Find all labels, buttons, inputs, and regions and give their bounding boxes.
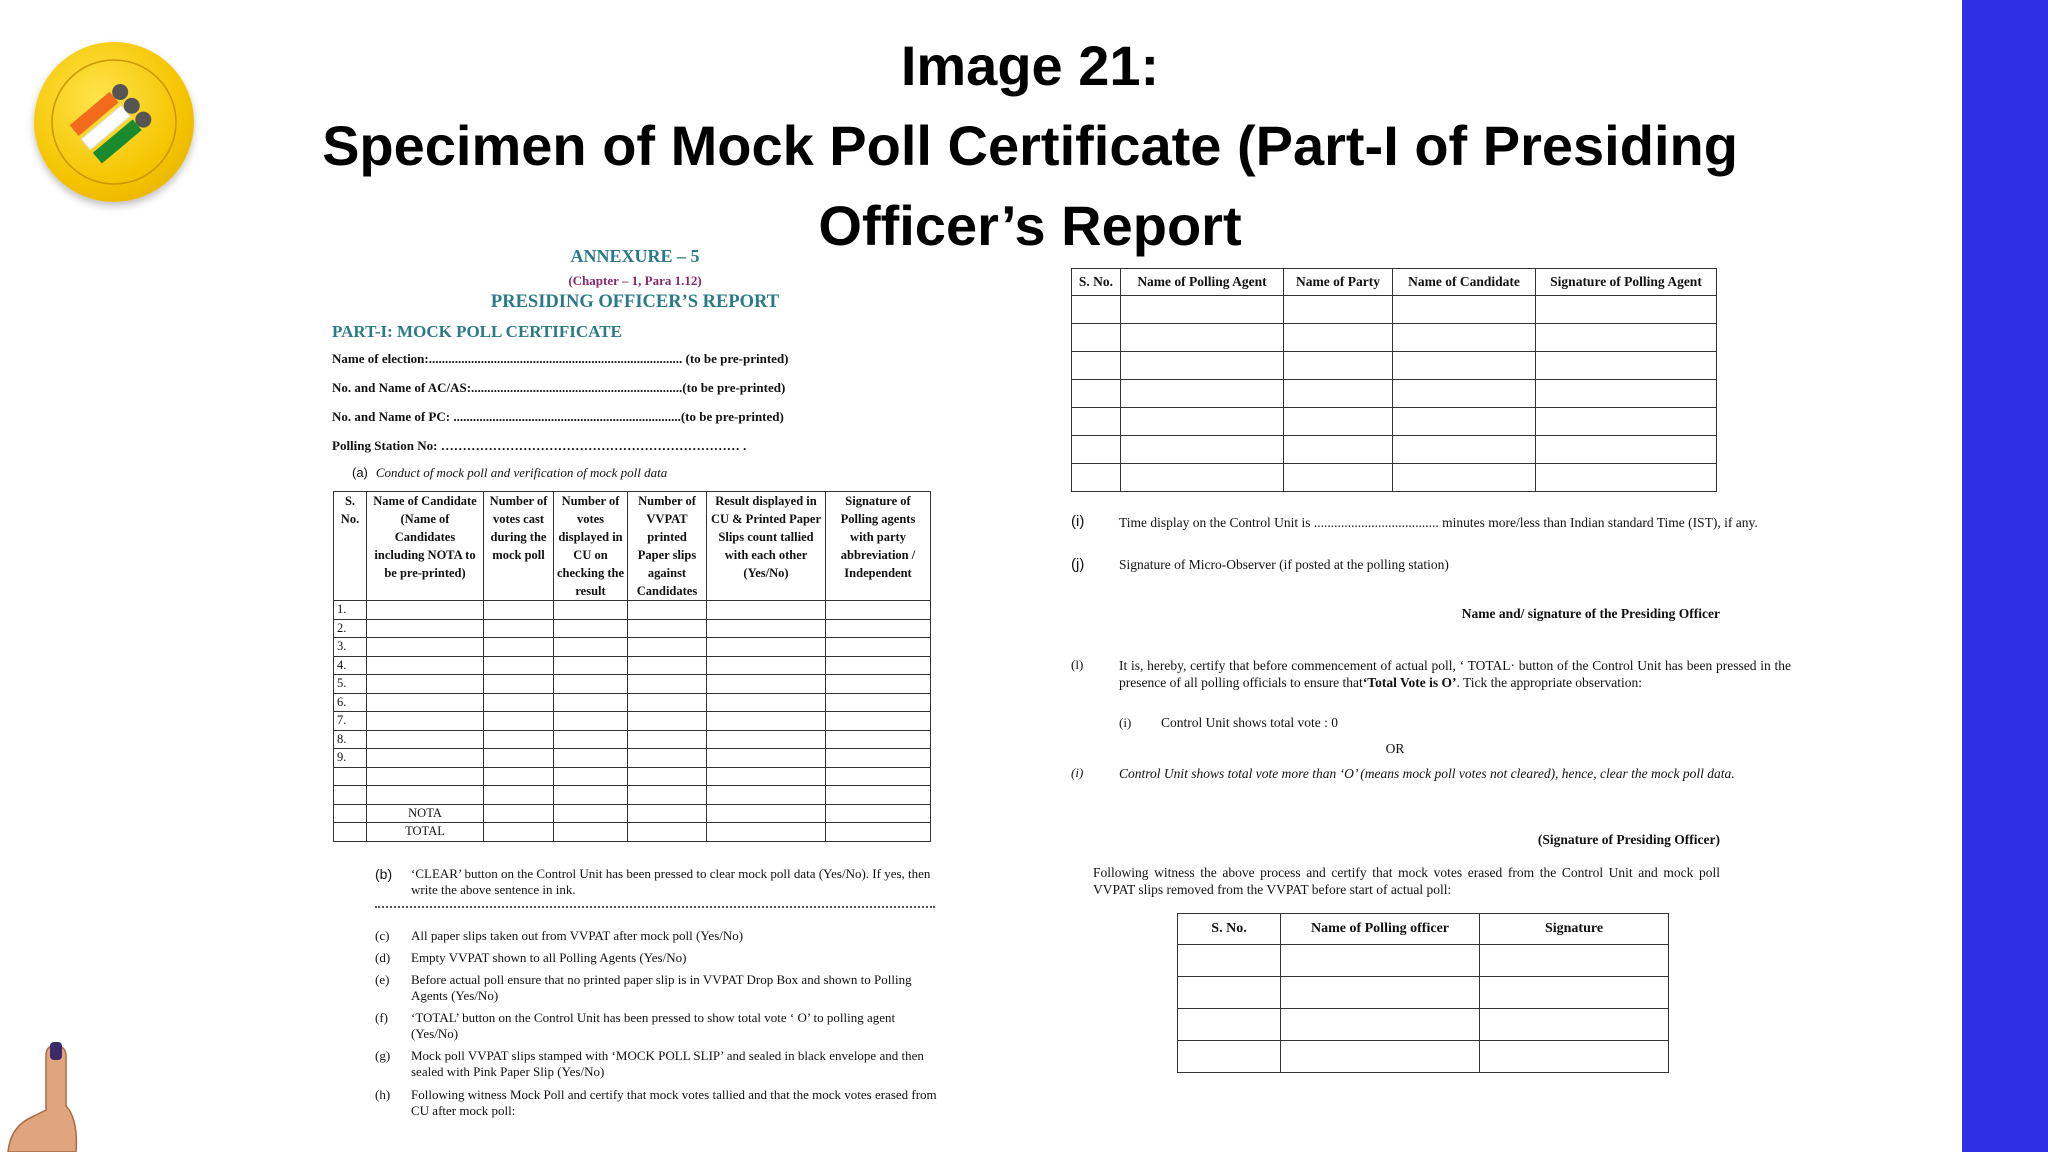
blank-cell: [484, 730, 554, 749]
polling-officer-witness-table: [1177, 913, 1669, 1073]
blank-cell: [1393, 352, 1536, 380]
annexure-heading: ANNEXURE – 5: [570, 246, 700, 266]
table-row: [1072, 324, 1717, 352]
blank-cell: [1393, 408, 1536, 436]
section-a-text: Conduct of mock poll and verification of mock poll data: [375, 465, 668, 480]
item-f: [375, 1010, 940, 1044]
blank-cell: [826, 804, 931, 823]
blank-cell: [1393, 464, 1536, 492]
blank-cell: [554, 619, 628, 638]
blue-side-band: [1962, 0, 2048, 1152]
table-row: [334, 619, 931, 638]
row-number-cell: 8.: [334, 730, 367, 749]
section-a-label: (a): [352, 465, 368, 480]
row-number-cell: 1.: [334, 601, 367, 620]
blank-cell: [628, 656, 707, 675]
blank-cell: [1121, 464, 1284, 492]
row-number-cell: [334, 823, 367, 842]
polling-agents-table: [1071, 268, 1717, 492]
table-row: [334, 767, 931, 786]
blank-cell: [1281, 1041, 1480, 1073]
col-header-votes-displayed: Number of votes displayed in CU on checking the result: [554, 492, 628, 601]
blank-cell: [1121, 436, 1284, 464]
item-f-label: (f): [375, 1010, 388, 1025]
candidate-cell: [367, 749, 484, 768]
blank-cell: [826, 786, 931, 805]
candidate-cell: [367, 619, 484, 638]
item-e-text: Before actual poll ensure that no printed paper slip is in VVPAT Drop Box and shown to Polling Agents (Yes/No): [411, 972, 912, 1003]
blank-cell: [1284, 464, 1393, 492]
blank-cell: [707, 749, 826, 768]
blank-cell: [707, 638, 826, 657]
item-h: [375, 1087, 940, 1121]
table-row: [334, 804, 931, 823]
blank-cell: [826, 601, 931, 620]
col-header-sno: S. No.: [1072, 269, 1121, 296]
col-header-sno: S. No.: [1178, 914, 1281, 945]
table-header-row: [1178, 914, 1669, 945]
item-c: [375, 928, 940, 946]
blank-cell: [1178, 977, 1281, 1009]
blank-cell: [554, 656, 628, 675]
table-row: [1072, 352, 1717, 380]
table-row: [1178, 977, 1669, 1009]
blank-cell: [1072, 324, 1121, 352]
field-polling-station: Polling Station No: …………………………………………………………… .: [332, 438, 747, 453]
table-header-row: [334, 492, 931, 601]
table-row: [334, 601, 931, 620]
item-b: [375, 866, 940, 900]
blank-cell: [826, 823, 931, 842]
blank-cell: [628, 619, 707, 638]
blank-cell: [554, 601, 628, 620]
blank-cell: [554, 786, 628, 805]
col-header-officer-name: Name of Polling officer: [1281, 914, 1480, 945]
option-total-zero: [1119, 715, 1519, 733]
field-ac-as: No. and Name of AC/AS:.................................................................(to be pre-printed): [332, 380, 786, 395]
table-row: [334, 656, 931, 675]
or-separator: OR: [1385, 741, 1405, 756]
item-b-text: ‘CLEAR’ button on the Control Unit has been pressed to clear mock poll data (Yes/No). If yes, then write the above sentence in ink.: [411, 866, 931, 897]
table-row: [1072, 436, 1717, 464]
candidate-cell: [367, 675, 484, 694]
col-header-agent-signature: Signature of Polling agents with party abbreviation / Independent: [826, 492, 931, 601]
blank-cell: [1536, 324, 1717, 352]
blank-cell: [826, 767, 931, 786]
item-i-text: Time display on the Control Unit is ..................................... minutes more/less than Indian standard Time (IST), if any.: [1119, 515, 1758, 530]
table-row: [1072, 380, 1717, 408]
blank-cell: [1480, 1041, 1669, 1073]
item-l-text-post: . Tick the appropriate observation:: [1456, 675, 1643, 690]
blank-cell: [1121, 352, 1284, 380]
table-row: [334, 712, 931, 731]
row-number-cell: 6.: [334, 693, 367, 712]
blank-cell: [1284, 380, 1393, 408]
blank-cell: [1536, 408, 1717, 436]
item-j: [1071, 557, 1721, 575]
blank-cell: [554, 638, 628, 657]
blank-cell: [484, 767, 554, 786]
blank-cell: [628, 804, 707, 823]
option-total-nonzero: [1071, 765, 1735, 801]
blank-cell: [1281, 1009, 1480, 1041]
blank-cell: [707, 675, 826, 694]
item-l-text-pre: It is, hereby, certify that before commencement of actual poll, ‘ TOTAL· button of the Control Unit has been pressed in the presence of all polling officials to ensure that: [1119, 658, 1791, 690]
col-header-candidate: Name of Candidate: [1393, 269, 1536, 296]
blank-cell: [628, 638, 707, 657]
col-header-votes-cast: Number of votes cast during the mock poll: [484, 492, 554, 601]
col-header-agent-signature: Signature of Polling Agent: [1536, 269, 1717, 296]
blank-cell: [628, 693, 707, 712]
blank-cell: [484, 786, 554, 805]
blank-cell: [554, 767, 628, 786]
item-g-text: Mock poll VVPAT slips stamped with ‘MOCK POLL SLIP’ and sealed in black envelope and then sealed with Pink Paper Slip (Yes/No): [411, 1048, 924, 1079]
blank-cell: [554, 749, 628, 768]
item-d-label: (d): [375, 950, 391, 965]
item-j-text: Signature of Micro-Observer (if posted at the polling station): [1119, 557, 1449, 572]
row-number-cell: [334, 804, 367, 823]
report-title: PRESIDING OFFICER’S REPORT: [490, 292, 780, 312]
blank-cell: [1121, 296, 1284, 324]
row-number-cell: 2.: [334, 619, 367, 638]
blank-cell: [628, 749, 707, 768]
col-header-candidate: Name of Candidate (Name of Candidates including NOTA to be pre-printed): [367, 492, 484, 601]
blank-cell: [1284, 352, 1393, 380]
table-row: [1072, 464, 1717, 492]
field-pc: No. and Name of PC: ......................................................................(to be pre-printed): [332, 409, 784, 424]
blank-cell: [484, 601, 554, 620]
row-number-cell: 5.: [334, 675, 367, 694]
witness-statement: Following witness the above process and certify that mock votes erased from the Control Unit and mock poll VVPAT slips removed from the VVPAT before start of actual poll:: [1093, 865, 1720, 897]
option-1-label: (i): [1119, 715, 1132, 730]
blank-cell: [554, 675, 628, 694]
blank-cell: [484, 619, 554, 638]
blank-cell: [826, 712, 931, 731]
blank-cell: [1178, 945, 1281, 977]
election-logo-icon: [34, 42, 194, 202]
item-b-label: (b): [375, 866, 393, 882]
blank-cell: [484, 712, 554, 731]
slide-title-line-1: Image 21:: [900, 34, 1160, 97]
blank-cell: [484, 749, 554, 768]
blank-cell: [826, 730, 931, 749]
candidate-cell: [367, 638, 484, 657]
table-row: [1072, 408, 1717, 436]
blank-cell: [707, 730, 826, 749]
inked-finger-icon: [0, 1036, 80, 1152]
blank-cell: [707, 712, 826, 731]
table-row: [334, 730, 931, 749]
item-i: [1071, 513, 1758, 550]
blank-cell: [554, 712, 628, 731]
table-row: [1178, 945, 1669, 977]
blank-cell: [1072, 436, 1121, 464]
table-row: [334, 675, 931, 694]
table-row: [334, 786, 931, 805]
row-number-cell: [334, 767, 367, 786]
blank-cell: [707, 804, 826, 823]
row-number-cell: 4.: [334, 656, 367, 675]
po-signature-label-2: (Signature of Presiding Officer): [1537, 832, 1720, 847]
blank-cell: [1178, 1041, 1281, 1073]
row-number-cell: 3.: [334, 638, 367, 657]
col-header-signature: Signature: [1480, 914, 1669, 945]
blank-cell: [1284, 436, 1393, 464]
blank-cell: [1536, 296, 1717, 324]
blank-cell: [628, 675, 707, 694]
blank-cell: [484, 804, 554, 823]
blank-cell: [1536, 464, 1717, 492]
blank-cell: [826, 693, 931, 712]
blank-cell: [707, 823, 826, 842]
blank-cell: [826, 749, 931, 768]
candidate-cell: TOTAL: [367, 823, 484, 842]
item-l-bold: ‘Total Vote is O’: [1362, 675, 1457, 690]
slide-title-line-2: Specimen of Mock Poll Certificate (Part-I of Presiding: [322, 114, 1738, 177]
candidate-cell: NOTA: [367, 804, 484, 823]
blank-cell: [707, 767, 826, 786]
ink-dotted-line: [375, 906, 935, 908]
table-row: [334, 693, 931, 712]
blank-cell: [1284, 296, 1393, 324]
blank-cell: [1284, 408, 1393, 436]
blank-cell: [707, 693, 826, 712]
option-2-text: Control Unit shows total vote more than ‘O’ (means mock poll votes not cleared), hence, clear the mock poll data.: [1119, 766, 1735, 781]
field-election: Name of election:.............................................................................. (to be pre-printed): [332, 351, 789, 366]
item-d-text: Empty VVPAT shown to all Polling Agents (Yes/No): [411, 950, 687, 965]
blank-cell: [1480, 1009, 1669, 1041]
blank-cell: [1480, 945, 1669, 977]
item-i-label: (i): [1071, 513, 1085, 530]
candidate-cell: [367, 656, 484, 675]
blank-cell: [1393, 436, 1536, 464]
item-c-label: (c): [375, 928, 390, 943]
blank-cell: [628, 823, 707, 842]
table-row: [334, 749, 931, 768]
row-number-cell: 9.: [334, 749, 367, 768]
item-l-label: (l): [1071, 657, 1084, 672]
blank-cell: [1393, 380, 1536, 408]
blank-cell: [554, 823, 628, 842]
blank-cell: [707, 786, 826, 805]
blank-cell: [1536, 436, 1717, 464]
table-row: [1072, 296, 1717, 324]
blank-cell: [628, 767, 707, 786]
blank-cell: [1281, 945, 1480, 977]
blank-cell: [628, 601, 707, 620]
col-header-sno: S. No.: [334, 492, 367, 601]
item-l: [1071, 657, 1791, 709]
blank-cell: [1281, 977, 1480, 1009]
table-row: [334, 823, 931, 842]
blank-cell: [484, 693, 554, 712]
table-row: [334, 638, 931, 657]
blank-cell: [707, 656, 826, 675]
blank-cell: [628, 712, 707, 731]
item-j-label: (j): [1071, 556, 1085, 573]
blank-cell: [628, 786, 707, 805]
blank-cell: [1072, 296, 1121, 324]
item-g: [375, 1048, 940, 1082]
blank-cell: [628, 730, 707, 749]
candidate-cell: [367, 730, 484, 749]
candidate-cell: [367, 693, 484, 712]
blank-cell: [554, 730, 628, 749]
item-d: [375, 950, 940, 968]
blank-cell: [484, 638, 554, 657]
col-header-vvpat-slips: Number of VVPAT printed Paper slips against Candidates: [628, 492, 707, 601]
blank-cell: [1072, 380, 1121, 408]
row-number-cell: [334, 786, 367, 805]
item-c-text: All paper slips taken out from VVPAT after mock poll (Yes/No): [411, 928, 744, 943]
chapter-reference: (Chapter – 1, Para 1.12): [568, 273, 702, 288]
blank-cell: [1178, 1009, 1281, 1041]
blank-cell: [1393, 324, 1536, 352]
candidate-cell: [367, 601, 484, 620]
blank-cell: [1121, 408, 1284, 436]
part-title: PART-I: MOCK POLL CERTIFICATE: [332, 322, 622, 341]
item-e: [375, 972, 940, 1006]
blank-cell: [826, 675, 931, 694]
blank-cell: [1072, 352, 1121, 380]
row-number-cell: 7.: [334, 712, 367, 731]
blank-cell: [1121, 380, 1284, 408]
blank-cell: [707, 619, 826, 638]
option-2-label: (i): [1071, 765, 1084, 780]
blank-cell: [1536, 380, 1717, 408]
item-h-label: (h): [375, 1087, 391, 1102]
blank-cell: [1393, 296, 1536, 324]
blank-cell: [1284, 324, 1393, 352]
candidate-cell: [367, 786, 484, 805]
blank-cell: [484, 656, 554, 675]
col-header-result-tallied: Result displayed in CU & Printed Paper Slips count tallied with each other (Yes/No): [707, 492, 826, 601]
table-row: [1178, 1009, 1669, 1041]
col-header-party: Name of Party: [1284, 269, 1393, 296]
blank-cell: [1121, 324, 1284, 352]
table-header-row: [1072, 269, 1717, 296]
slide-title-line-3: Officer’s Report: [818, 194, 1242, 257]
po-signature-label: Name and/ signature of the Presiding Officer: [1461, 606, 1720, 621]
item-h-text: Following witness Mock Poll and certify that mock votes tallied and that the mock votes erased from CU after mock poll:: [411, 1087, 937, 1118]
blank-cell: [707, 601, 826, 620]
item-f-text: ‘TOTAL’ button on the Control Unit has been pressed to show total vote ‘ O’ to polling agent (Yes/No): [411, 1010, 896, 1041]
blank-cell: [1480, 977, 1669, 1009]
candidate-cell: [367, 712, 484, 731]
item-e-label: (e): [375, 972, 390, 987]
option-1-text: Control Unit shows total vote : 0: [1161, 715, 1338, 730]
mock-poll-table: [333, 491, 931, 842]
section-a: [352, 465, 667, 481]
blank-cell: [826, 656, 931, 675]
blank-cell: [1072, 464, 1121, 492]
item-g-label: (g): [375, 1048, 391, 1063]
col-header-agent-name: Name of Polling Agent: [1121, 269, 1284, 296]
blank-cell: [826, 619, 931, 638]
blank-cell: [554, 693, 628, 712]
blank-cell: [1072, 408, 1121, 436]
blank-cell: [484, 675, 554, 694]
table-row: [1178, 1041, 1669, 1073]
blank-cell: [826, 638, 931, 657]
candidate-cell: [367, 767, 484, 786]
blank-cell: [1536, 352, 1717, 380]
blank-cell: [554, 804, 628, 823]
blank-cell: [484, 823, 554, 842]
